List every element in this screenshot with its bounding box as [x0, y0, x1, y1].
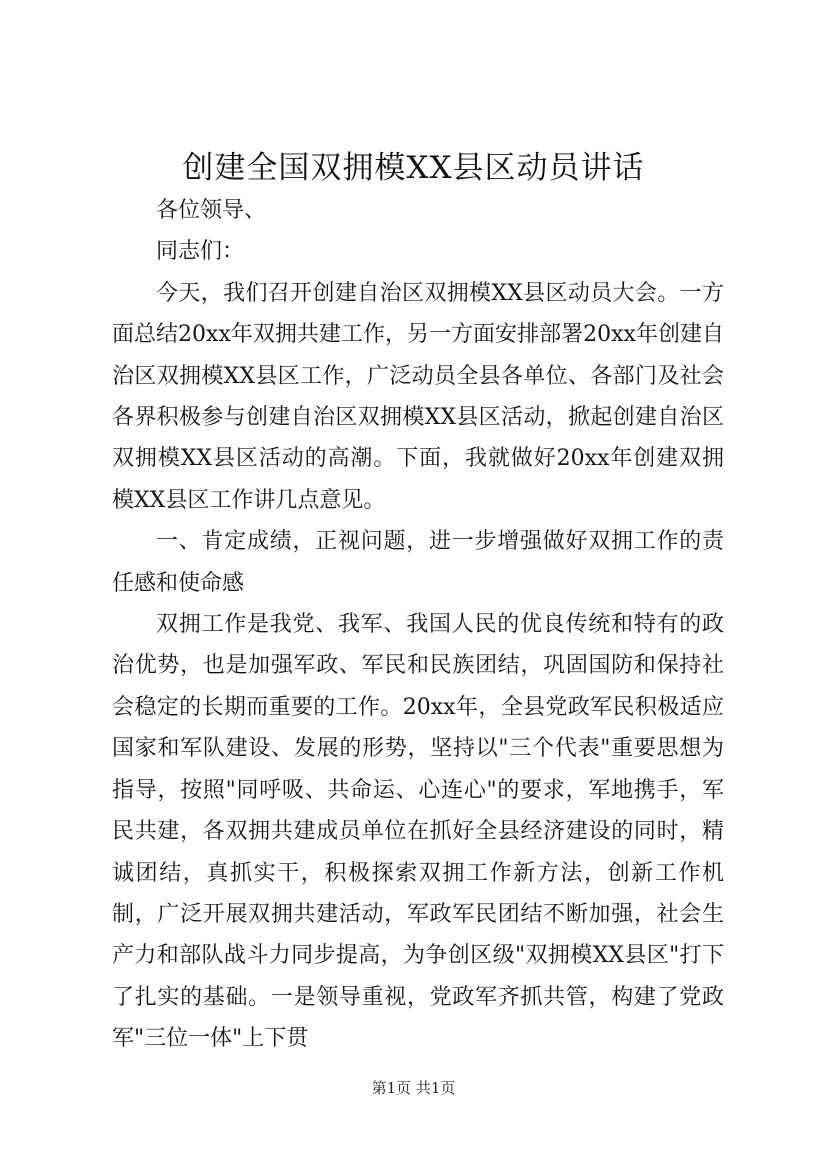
salutation-line-2: 同志们： — [156, 239, 245, 265]
intro-paragraph: 今天，我们召开创建自治区双拥模XX县区动员大会。一方面总结20xx年双拥共建工作，另一方面安排部署20xx年创建自治区双拥模XX县区工作，广泛动员全县各单位、各部门及社会各界积极参与创建自治区双拥模XX县区活动，掀起创建自治区双拥模XX县区活动的高潮。下面，我就做好20xx年创建双拥模XX县区工作讲几点意见。 — [112, 280, 724, 513]
document-body — [112, 190, 724, 1060]
section-heading-1: 一、肯定成绩，正视问题，进一步增强做好双拥工作的责任感和使命感 — [112, 529, 724, 596]
section-paragraph-1: 双拥工作是我党、我军、我国人民的优良传统和特有的政治优势，也是加强军政、军民和民族团结，巩固国防和保持社会稳定的长期而重要的工作。20xx年，全县党政军民积极适应国家和军队建设、发展的形势，坚持以"三个代表"重要思想为指导，按照"同呼吸、共命运、心连心"的要求，军地携手，军民共建，各双拥共建成员单位在抓好全县经济建设的同时，精诚团结，真抓实干，积极探索双拥工作新方法，创新工作机制，广泛开展双拥共建活动，军政军民团结不断加强，社会生产力和部队战斗力同步提高，为争创区级"双拥模XX县区"打下了扎实的基础。一是领导重视，党政军齐抓共管，构建了党政军"三位一体"上下贯 — [112, 612, 724, 1052]
document-title: 创建全国双拥模XX县区动员讲话 — [182, 150, 645, 186]
salutation-line-1: 各位领导、 — [156, 198, 267, 223]
page-footer: 第1页 共1页 — [371, 1079, 456, 1097]
